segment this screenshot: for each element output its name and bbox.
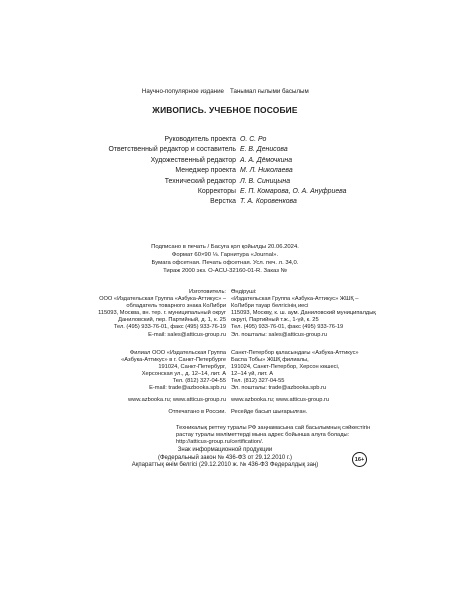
text-line: 115093, Москва, вн. тер. г. муниципальный округ	[98, 310, 226, 317]
credit-row	[0, 197, 450, 207]
text-line: Техникалық реттеу туралы РФ заңнамасына сай басылымның сәйкестігін	[176, 425, 371, 431]
credit-role: Художественный редактор	[150, 156, 236, 164]
text-line: округі, Партийный т.ж., 1-үй, к. 25	[231, 317, 319, 324]
credit-name: Т. А. Коровенкова	[240, 198, 297, 206]
text-line: «Издательская Группа «Азбука-Аттикус» ЖШҚ –	[231, 296, 359, 303]
credit-role: Менеджер проекта	[175, 167, 236, 175]
printing-line: Тираж 2000 экз. О-ACU-32160-01-R. Заказ №	[163, 268, 287, 274]
branch-kz	[231, 350, 381, 393]
credit-row	[0, 177, 450, 187]
credits-list	[0, 135, 450, 208]
text-line: Өндіруші:	[231, 289, 257, 295]
text-line: Санкт-Петербор қаласындағы «Азбука-Аттикус»	[231, 350, 359, 356]
credit-role: Ответственный редактор и составитель	[108, 146, 236, 154]
text-line: Тел. (812) 327-04-55	[172, 378, 226, 385]
text-line: 191024, Санкт-Петербор, Херсон көшесі,	[231, 364, 340, 371]
text-line: Эл. пошталы: trade@azbooka.spb.ru	[231, 385, 327, 392]
age-rating-badge: 16+	[352, 452, 367, 467]
text-line: E-mail: sales@atticus-group.ru	[148, 331, 226, 338]
text-line: Тел. (495) 933-76-01, факс (495) 933-76-19	[113, 324, 226, 331]
printed-in-russia-kz: Ресейде басып шығарылған.	[231, 409, 308, 415]
printing-details	[0, 243, 450, 275]
printed-in-russia-ru: Отпечатано в России.	[168, 409, 226, 415]
website-kz: www.azbooka.ru; www.atticus-group.ru	[231, 397, 329, 403]
credit-name: М. Л. Николаева	[240, 167, 293, 175]
credit-row	[0, 166, 450, 176]
edition-type-kz: Танымал ғылыми басылым	[230, 88, 309, 95]
text-line: Баспа Тобы» ЖШҚ филиалы,	[231, 357, 309, 364]
text-line: Тел. (812) 327-04-55	[231, 378, 285, 385]
printing-line: Формат 60×90 ⅛. Гарнитура «Journal».	[171, 252, 279, 258]
text-line: Херсонская ул., д. 12–14, лит. А	[141, 371, 226, 378]
branch-ru	[88, 350, 226, 393]
text-line: Ақпараттық өнім белгісі (29.12.2010 ж. № 436-ФЗ Федералдық заң)	[131, 462, 319, 469]
text-line: КоЛибри тауар белгісінің иесі	[231, 303, 309, 310]
credit-row	[0, 145, 450, 155]
text-line: Знак информационной продукции	[177, 447, 273, 453]
text-line: (Федеральный закон № 436-ФЗ от 29.12.2010 г.)	[157, 454, 293, 461]
printing-line: Бумага офсетная. Печать офсетная. Усл. печ. л. 34,0.	[151, 260, 299, 266]
tech-regulation-note	[176, 425, 370, 446]
credit-name: Е. П. Комарова, О. А. Ануфриева	[240, 188, 347, 196]
text-line: Даниловский, пер. Партийный, д. 1, к. 25	[118, 317, 226, 324]
text-line: ООО «Издательская Группа «Азбука-Аттикус» –	[99, 296, 226, 303]
website-ru: www.azbooka.ru; www.atticus-group.ru	[128, 397, 226, 403]
info-product-mark	[0, 447, 450, 470]
edition-type-ru: Научно-популярное издание	[141, 88, 224, 95]
credit-name: А. А. Дёмочкина	[240, 156, 293, 164]
credit-row	[0, 187, 450, 197]
manufacturer-kz	[231, 289, 381, 339]
text-line: растау туралы мәліметтерді мына адрес бойынша алуға болады:	[176, 432, 350, 439]
text-line: «Азбука-Аттикус» в г. Санкт-Петербурге	[121, 357, 226, 364]
printing-line: Подписано в печать / Басуға қол қойылды 20.06.2024.	[151, 244, 299, 250]
text-line: E-mail: trade@azbooka.spb.ru	[149, 385, 226, 392]
text-line: 191024, Санкт-Петербург,	[158, 364, 226, 371]
text-line: обладатель товарного знака КоЛибри	[126, 303, 226, 310]
certification-link[interactable]: http://atticus-group.ru/certification/.	[176, 439, 264, 446]
text-line: Эл. пошталы: sales@atticus-group.ru	[231, 331, 328, 338]
book-title: ЖИВОПИСЬ. УЧЕБНОЕ ПОСОБИЕ	[152, 105, 298, 115]
credit-role: Руководитель проекта	[164, 136, 236, 143]
credit-role: Корректоры	[197, 188, 236, 196]
credit-row	[0, 156, 450, 166]
credit-role: Верстка	[210, 198, 236, 206]
text-line: Изготовитель:	[189, 289, 226, 295]
credit-name: Л. В. Синицына	[240, 177, 291, 185]
text-line: 115093, Москву, к. ш. аум. Даниловский муниципалдық	[231, 310, 376, 317]
credit-name: О. С. Ро	[240, 136, 267, 143]
text-line: 12–14 үй, лит. А	[231, 371, 273, 378]
credit-name: Е. В. Денисова	[240, 146, 288, 154]
text-line: Филиал ООО «Издательская Группа	[129, 350, 226, 356]
credit-row	[0, 135, 450, 145]
text-line: Тел. (495) 933-76-01, факс (495) 933-76-19	[231, 324, 344, 331]
manufacturer-ru	[88, 289, 226, 339]
credit-role: Технический редактор	[164, 177, 236, 185]
